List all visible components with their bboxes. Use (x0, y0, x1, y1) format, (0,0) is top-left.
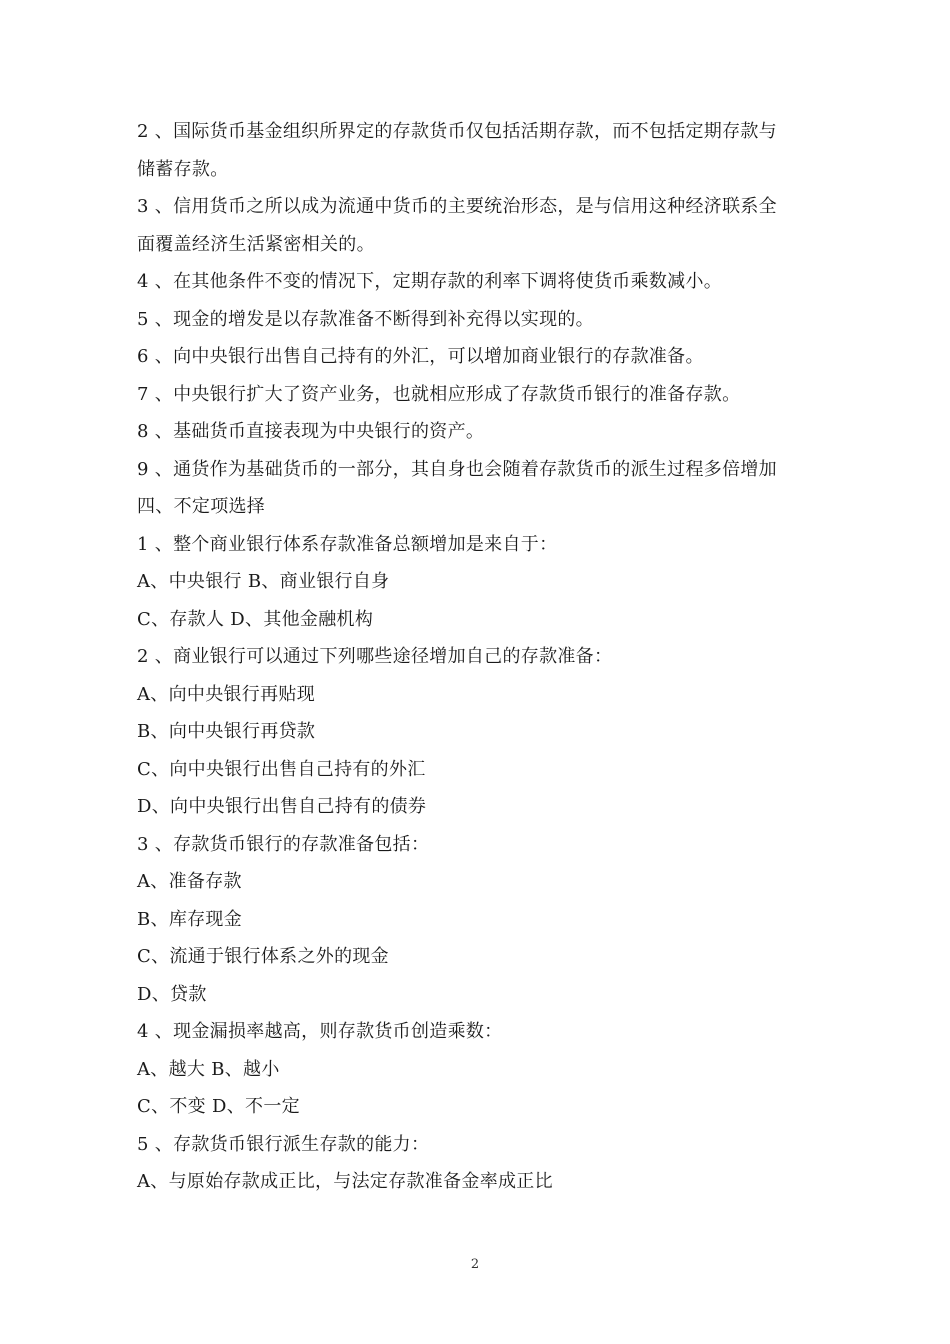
option-line: C、不变 D、不一定 (137, 1096, 300, 1117)
option-line: A、向中央银行再贴现 (137, 683, 315, 705)
option-line: C、向中央银行出售自己持有的外汇 (137, 758, 426, 780)
text-line: 3 、信用货币之所以成为流通中货币的主要统治形态，是与信用这种经济联系全 (137, 196, 777, 217)
option-line: C、流通于银行体系之外的现金 (137, 946, 389, 967)
question-line: 3 、存款货币银行的存款准备包括： (137, 833, 430, 855)
option-line: B、向中央银行再贷款 (137, 721, 316, 742)
text-line: 6 、向中央银行出售自己持有的外汇，可以增加商业银行的存款准备。 (137, 346, 704, 367)
text-line: 7 、中央银行扩大了资产业务，也就相应形成了存款货币银行的准备存款。 (137, 383, 741, 405)
question-line: 5 、存款货币银行派生存款的能力： (137, 1133, 430, 1155)
question-line: 1 、整个商业银行体系存款准备总额增加是来自于： (137, 533, 558, 555)
section-heading: 四、不定项选择 (137, 496, 266, 517)
option-line: D、向中央银行出售自己持有的债券 (137, 796, 427, 817)
text-line: 5 、现金的增发是以存款准备不断得到补充得以实现的。 (137, 308, 594, 330)
option-line: A、中央银行 B、商业银行自身 (137, 571, 390, 592)
text-line: 4 、在其他条件不变的情况下，定期存款的利率下调将使货币乘数减小。 (137, 271, 723, 292)
option-line: D、贷款 (137, 983, 207, 1005)
question-line: 4 、现金漏损率越高，则存款货币创造乘数： (137, 1021, 503, 1042)
option-line: C、存款人 D、其他金融机构 (137, 608, 374, 630)
option-line: A、与原始存款成正比，与法定存款准备金率成正比 (137, 1171, 553, 1192)
text-line: 2 、国际货币基金组织所界定的存款货币仅包括活期存款，而不包括定期存款与 (137, 121, 777, 142)
page-number: 2 (470, 1257, 480, 1272)
text-line: 面覆盖经济生活紧密相关的。 (137, 233, 375, 255)
text-line: 9 、通货作为基础货币的一部分，其自身也会随着存款货币的派生过程多倍增加 (137, 458, 777, 480)
text-line: 储蓄存款。 (137, 158, 229, 180)
option-line: A、准备存款 (137, 871, 242, 892)
option-line: A、越大 B、越小 (137, 1058, 280, 1080)
document-body (137, 113, 817, 1201)
question-line: 2 、商业银行可以通过下列哪些途径增加自己的存款准备： (137, 646, 613, 667)
text-line: 8 、基础货币直接表现为中央银行的资产。 (137, 421, 485, 442)
option-line: B、库存现金 (137, 908, 243, 930)
